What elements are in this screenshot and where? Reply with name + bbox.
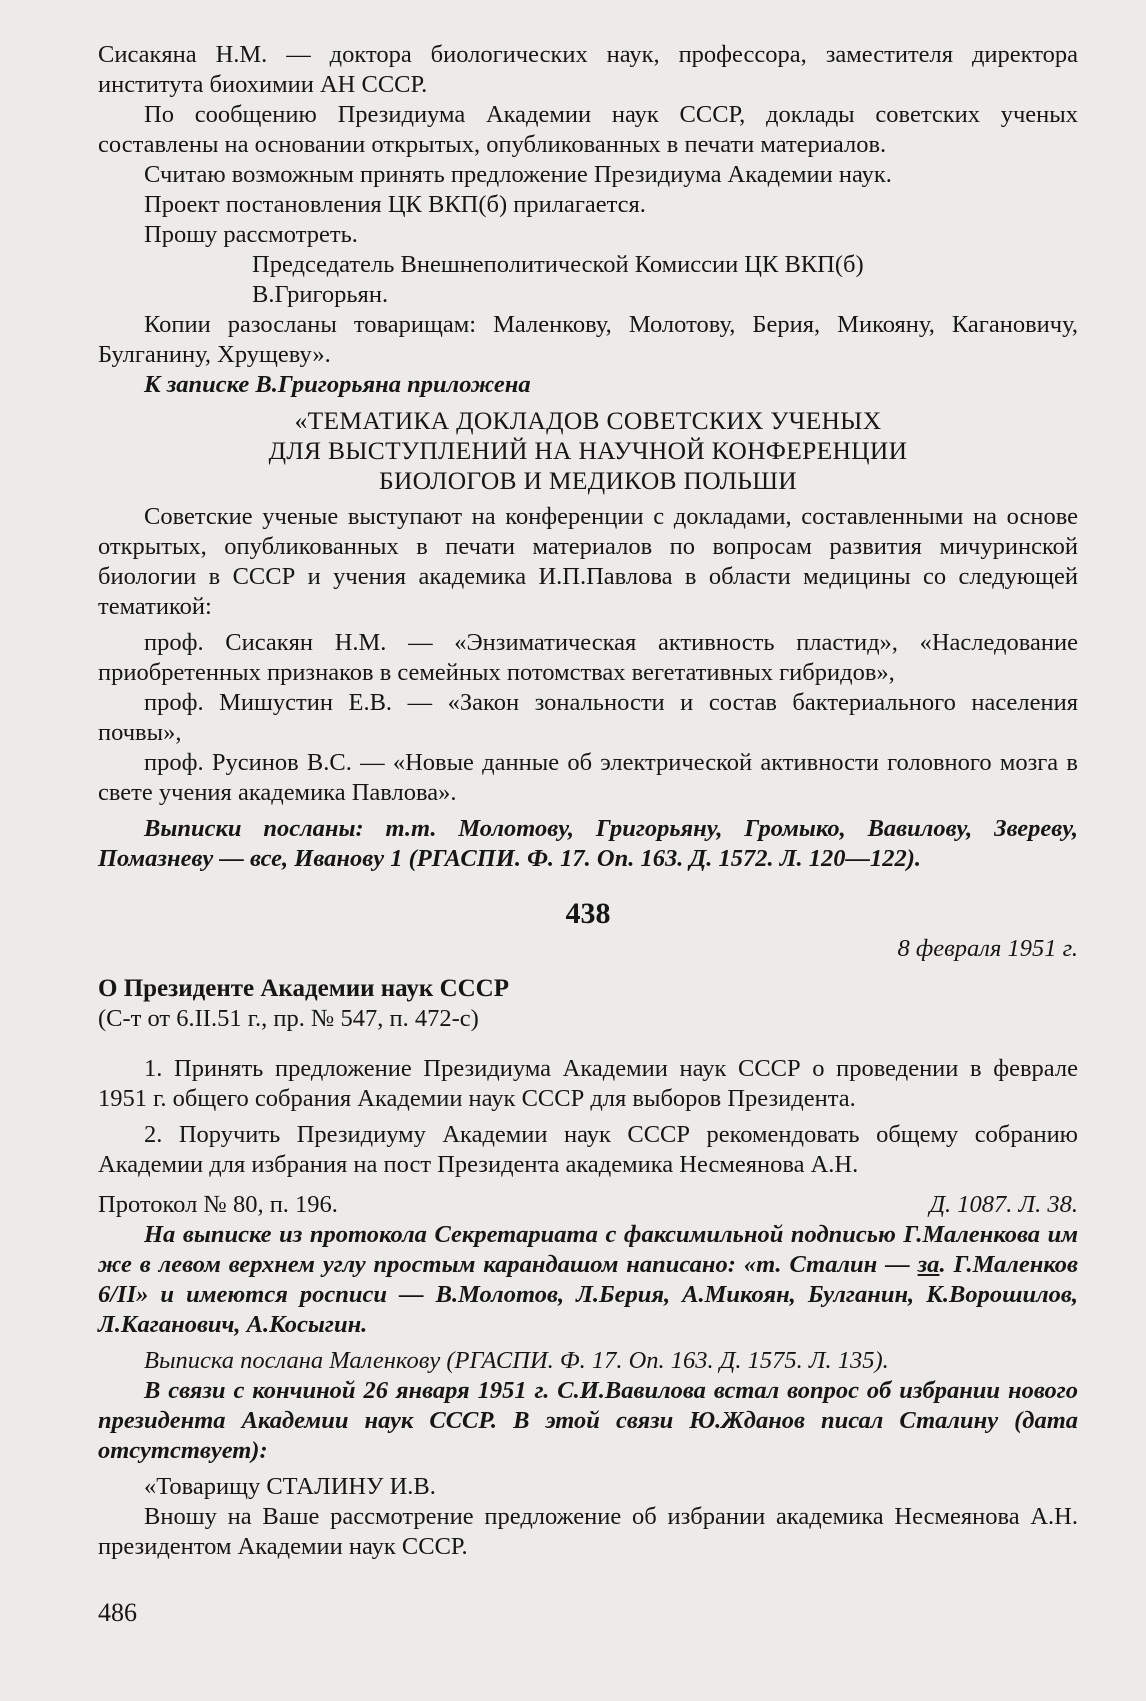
paragraph: Сисакяна Н.М. — доктора биологических наук, профессора, заместителя директора института биохимии АН СССР. xyxy=(98,41,1078,98)
archive-reference: Д. 1087. Л. 38. xyxy=(929,1191,1078,1218)
resolution-point: 1. Принять предложение Президиума Академии наук СССР о проведении в феврале 1951 г. общего собрания Академии наук СССР для выборов Президента. xyxy=(98,1055,1078,1112)
archival-note xyxy=(98,1220,1078,1340)
topics-heading xyxy=(98,406,1078,496)
letter-body: Вношу на Ваше рассмотрение предложение об избрании академика Несмеянова А.Н. президентом Академии наук СССР. xyxy=(98,1503,1078,1560)
protocol-number: Протокол № 80, п. 196. xyxy=(98,1191,338,1218)
paragraph: Проект постановления ЦК ВКП(б) прилагается. xyxy=(144,191,646,218)
archival-note: Выписка послана Маленкову (РГАСПИ. Ф. 17. Оп. 163. Д. 1575. Л. 135). xyxy=(144,1347,889,1374)
copies-distribution: Копии разосланы товарищам: Маленкову, Молотову, Берия, Микояну, Кагановичу, Булганину, Хрущеву». xyxy=(98,311,1078,368)
paragraph: Прошу рассмотреть. xyxy=(144,221,358,248)
archival-note: В связи с кончиной 26 января 1951 г. С.И.Вавилова встал вопрос об избрании нового президента Академии наук СССР. В этой связи Ю.Жданов писал Сталину (дата отсутствует): xyxy=(98,1377,1078,1464)
resolution-point: 2. Поручить Президиуму Академии наук СССР рекомендовать общему собранию Академии для избрания на пост Президента академика Несмеянова А.Н. xyxy=(98,1121,1078,1178)
document-date: 8 февраля 1951 г. xyxy=(897,935,1078,962)
extract-note: Выписки посланы: т.т. Молотову, Григорьяну, Громыко, Вавилову, Звереву, Помазневу — все, Иванову 1 (РГАСПИ. Ф. 17. Оп. 163. Д. 1572. Л. 120—122). xyxy=(98,815,1078,872)
topic-item: проф. Русинов В.С. — «Новые данные об электрической активности головного мозга в свете учения академика Павлова». xyxy=(98,749,1078,806)
page-number: 486 xyxy=(98,1598,137,1627)
document-title: О Президенте Академии наук СССР xyxy=(98,975,509,1002)
letter-address: «Товарищу СТАЛИНУ И.В. xyxy=(144,1473,436,1500)
protocol-line xyxy=(98,1190,1078,1220)
note-underlined: за xyxy=(917,1251,940,1278)
note-text: На выписке из протокола Секретариата с факсимильной подписью Г.Маленкова им же в левом верхнем углу простым карандашом написано: «т. Сталин — xyxy=(98,1221,1078,1278)
topic-item: проф. Мишустин Е.В. — «Закон зональности и состав бактериального населения почвы», xyxy=(98,689,1078,746)
note-text: . Г.Маленков 6/II» и имеются росписи — В.Молотов, Л.Берия, А.Микоян, Булганин, К.Ворошилов, Л.Каганович, А.Косыгин. xyxy=(98,1251,1078,1338)
signer-title: Председатель Внешнеполитической Комиссии ЦК ВКП(б) xyxy=(252,251,864,278)
page-body xyxy=(98,40,1078,1562)
attachment-note: К записке В.Григорьяна приложена xyxy=(144,371,531,398)
paragraph: Считаю возможным принять предложение Президиума Академии наук. xyxy=(144,161,892,188)
signer-name: В.Григорьян. xyxy=(252,281,389,308)
heading-line: «ТЕМАТИКА ДОКЛАДОВ СОВЕТСКИХ УЧЕНЫХ xyxy=(294,406,882,435)
topic-item: проф. Сисакян Н.М. — «Энзиматическая активность пластид», «Наследование приобретенных признаков в семейных потомствах вегетативных гибридов», xyxy=(98,629,1078,686)
document-number: 438 xyxy=(565,897,611,930)
heading-line: ДЛЯ ВЫСТУПЛЕНИЙ НА НАУЧНОЙ КОНФЕРЕНЦИИ xyxy=(268,436,908,465)
document-subtitle: (С-т от 6.II.51 г., пр. № 547, п. 472-с) xyxy=(98,1005,479,1032)
heading-line: БИОЛОГОВ И МЕДИКОВ ПОЛЬШИ xyxy=(379,466,797,495)
paragraph: По сообщению Президиума Академии наук СССР, доклады советских ученых составлены на основании открытых, опубликованных в печати материалов. xyxy=(98,101,1078,158)
topics-intro: Советские ученые выступают на конференции с докладами, составленными на основе открытых, опубликованных в печати материалов по вопросам развития мичуринской биологии в СССР и учения академика И.П.Павлова в области медицины со следующей тематикой: xyxy=(98,503,1078,620)
